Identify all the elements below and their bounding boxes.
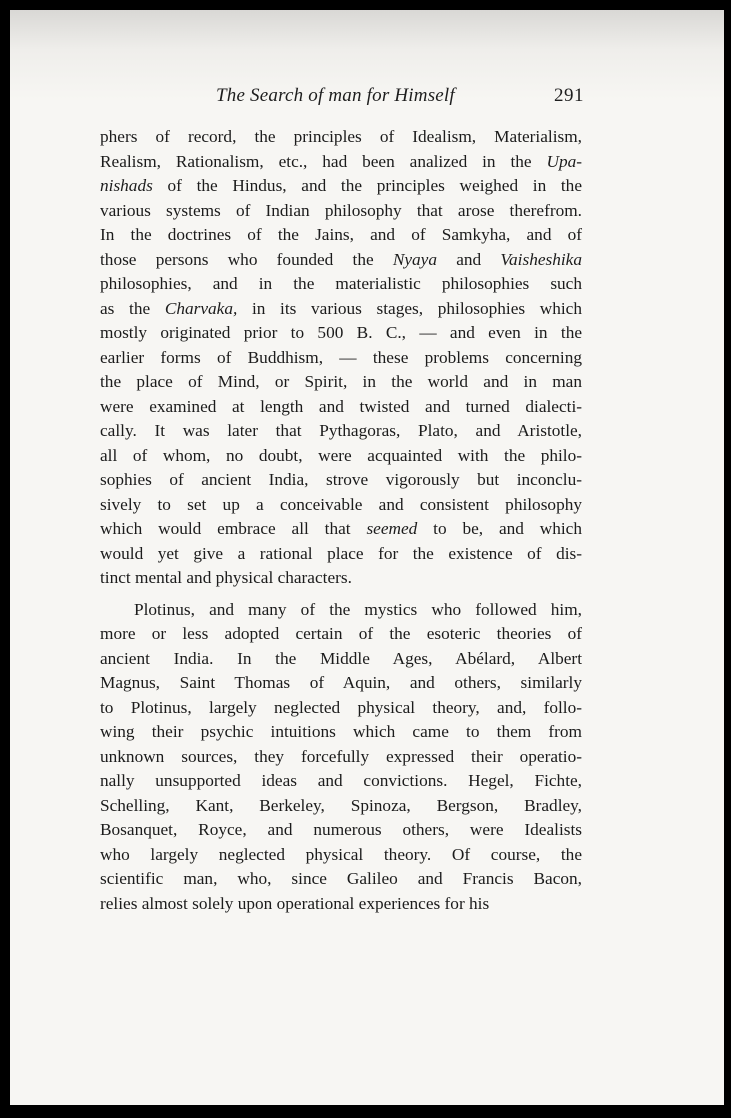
text-run: wing their psychic intuitions which came to them from <box>100 722 582 741</box>
text-line <box>100 696 582 721</box>
text-line <box>100 297 582 322</box>
text-line <box>100 647 582 672</box>
text-run: sophies of ancient India, strove vigorously but inconclu- <box>100 470 582 489</box>
running-title: The Search of man for Himself <box>216 85 455 106</box>
text-line <box>100 174 582 199</box>
page-header <box>100 85 584 111</box>
text-run: as the <box>100 298 165 318</box>
text-run: all of whom, no doubt, were acquainted with the philo- <box>100 445 582 465</box>
text-run: Bosanquet, Royce, and numerous others, were Idealists <box>100 820 582 839</box>
italic-text: Vaisheshika <box>500 249 582 269</box>
italic-text: Charvaka, <box>164 298 238 318</box>
text-line <box>100 395 582 420</box>
text-line <box>100 542 582 567</box>
text-line <box>100 517 582 542</box>
text-run: more or less adopted certain of the esoteric theories of <box>100 624 582 643</box>
text-line <box>100 150 582 175</box>
text-line <box>100 248 582 273</box>
text-run: sively to set up a conceivable and consistent philosophy <box>100 494 582 514</box>
text-run: tinct mental and physical characters. <box>100 568 352 587</box>
text-run: unknown sources, they forcefully expressed their operatio- <box>100 746 582 766</box>
text-run: Realism, Rationalism, etc., had been analized in the <box>100 151 547 171</box>
page-number: 291 <box>554 85 584 106</box>
text-line <box>100 818 582 843</box>
text-line <box>100 346 582 371</box>
text-line <box>100 745 582 770</box>
text-run: Schelling, Kant, Berkeley, Spinoza, Bergson, Bradley, <box>100 795 582 815</box>
italic-text: seemed <box>366 519 418 538</box>
italic-text: Nyaya <box>392 249 437 269</box>
paragraph-gap <box>100 591 582 598</box>
text-line <box>100 622 582 647</box>
text-run: various systems of Indian philosophy that arose therefrom. <box>100 200 582 220</box>
text-line <box>100 370 582 395</box>
text-run: who largely neglected physical theory. Of course, the <box>100 844 582 864</box>
text-run: phers of record, the principles of Idealism, Materialism, <box>100 127 582 146</box>
paragraph-1 <box>100 125 582 591</box>
text-line <box>100 125 582 150</box>
text-line <box>100 598 582 623</box>
text-run: to Plotinus, largely neglected physical theory, and, follo- <box>100 697 582 717</box>
body-text <box>100 125 582 916</box>
text-run: earlier forms of Buddhism, — these problems concerning <box>100 347 582 367</box>
text-run: those persons who founded the <box>100 249 393 269</box>
text-line <box>100 867 582 892</box>
text-run: Plotinus, and many of the mystics who followed him, <box>134 599 582 619</box>
text-run: mostly originated prior to 500 B. C., — and even in the <box>100 323 582 342</box>
italic-text: Upa- <box>546 151 582 171</box>
text-line <box>100 671 582 696</box>
text-line <box>100 566 582 591</box>
text-line <box>100 468 582 493</box>
paragraph-2 <box>100 598 582 917</box>
text-line <box>100 272 582 297</box>
text-line <box>100 419 582 444</box>
text-run: cally. It was later that Pythagoras, Plato, and Aristotle, <box>100 421 582 440</box>
text-line <box>100 892 582 917</box>
text-run: would yet give a rational place for the existence of dis- <box>100 543 582 563</box>
book-page <box>10 10 724 1105</box>
text-run: were examined at length and twisted and turned dialecti- <box>100 396 582 416</box>
text-run: Magnus, Saint Thomas of Aquin, and others, similarly <box>100 673 582 692</box>
text-line <box>100 223 582 248</box>
text-run: scientific man, who, since Galileo and Francis Bacon, <box>100 869 582 888</box>
text-line <box>100 444 582 469</box>
text-run: In the doctrines of the Jains, and of Samkyha, and of <box>100 225 582 244</box>
text-run: of the Hindus, and the principles weighed in the <box>152 176 582 195</box>
text-run: to be, and which <box>417 519 582 538</box>
text-run: relies almost solely upon operational experiences for his <box>100 893 490 913</box>
text-line <box>100 843 582 868</box>
italic-text: nishads <box>100 176 153 195</box>
text-run: philosophies, and in the materialistic philosophies such <box>100 274 582 293</box>
text-line <box>100 720 582 745</box>
text-run: and <box>437 249 501 269</box>
text-line <box>100 493 582 518</box>
text-line <box>100 199 582 224</box>
text-run: the place of Mind, or Spirit, in the world and in man <box>100 372 582 391</box>
text-run: which would embrace all that <box>100 519 367 538</box>
text-run: ancient India. In the Middle Ages, Abélard, Albert <box>100 648 582 668</box>
text-line <box>100 769 582 794</box>
text-run: nally unsupported ideas and convictions. Hegel, Fichte, <box>100 771 582 790</box>
text-line <box>100 794 582 819</box>
text-run: in its various stages, philosophies which <box>237 298 582 318</box>
text-line <box>100 321 582 346</box>
